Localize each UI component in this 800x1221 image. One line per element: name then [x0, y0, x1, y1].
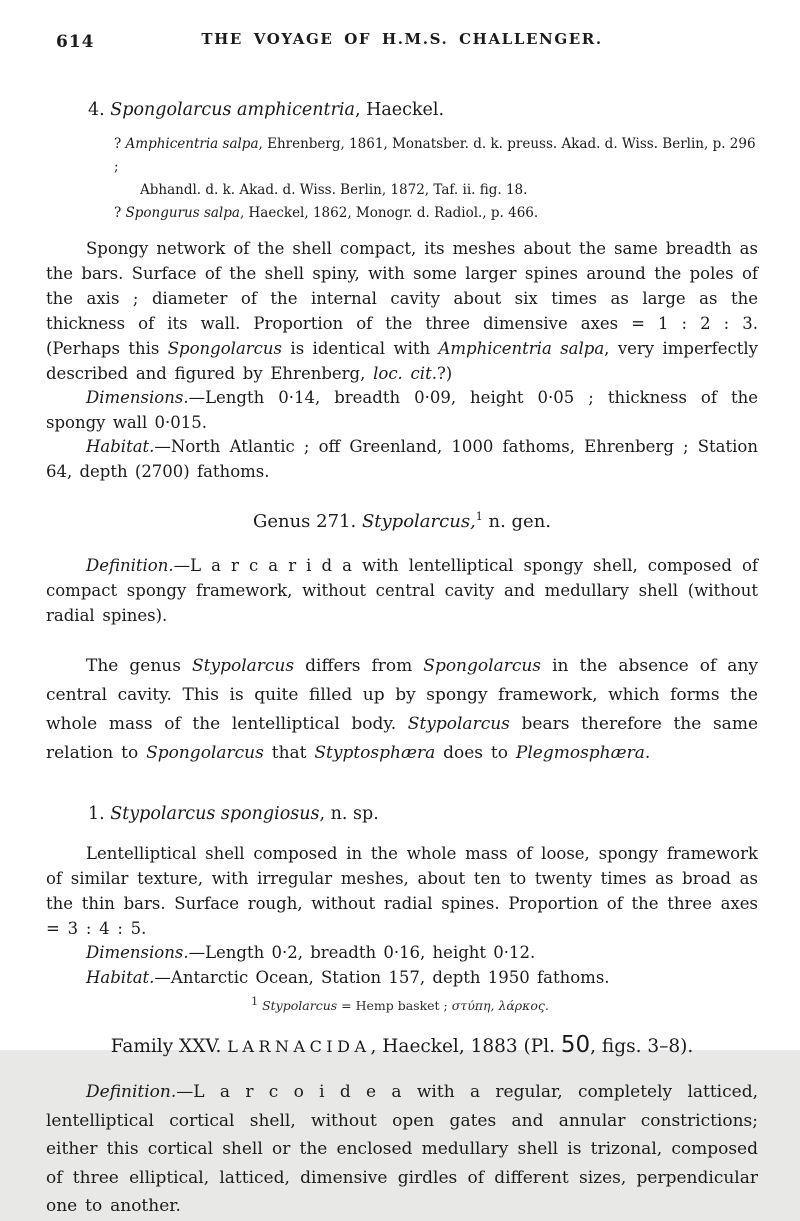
species-author: , Haeckel. [354, 100, 445, 120]
footnote [0, 994, 800, 1013]
dimensions-line-2 [46, 941, 758, 966]
genus-suffix: n. gen. [482, 511, 552, 532]
synonym-name: Spongurus salpa [125, 205, 240, 221]
family-figs: , figs. 3–8). [590, 1036, 694, 1057]
genus-name-mention: Stypolarcus [192, 656, 295, 676]
description-text: , very imperfectly described and figured by Ehrenberg, [46, 339, 758, 383]
discussion-text: does to [435, 743, 516, 763]
habitat-line [46, 435, 758, 484]
synonym-citation: Abhandl. d. k. Akad. d. Wiss. Berlin, 1872, Taf. ii. fig. 18. [140, 182, 528, 198]
definition-label: Definition. [86, 1082, 177, 1102]
genus-definition-paragraph [46, 553, 758, 628]
family-heading [46, 1032, 758, 1058]
genus-name-mention: Plegmosphæra [515, 743, 645, 763]
definition-label: Definition. [86, 556, 174, 575]
synonymy-line [114, 202, 758, 225]
discussion-text: . [644, 743, 651, 763]
family-name: LARNACIDA [227, 1037, 371, 1056]
synonymy-line [114, 133, 758, 179]
plate-number: 50 [560, 1032, 591, 1058]
species-name-mention: Amphicentria salpa [438, 339, 605, 358]
genus-name: Stypolarcus, [361, 511, 476, 532]
habitat-label: Habitat. [86, 967, 155, 987]
page-number: 614 [56, 32, 95, 52]
genus-discussion-paragraph [46, 652, 758, 768]
description-paragraph-2 [46, 841, 758, 941]
footnote-marker: 1 [475, 510, 483, 523]
synonym-name: Amphicentria salpa [125, 136, 259, 152]
loc-cit: loc. cit. [373, 364, 437, 383]
synonymy-query-mark: ? [114, 205, 126, 221]
habitat-line-2 [46, 966, 758, 991]
discussion-text: that [263, 743, 315, 763]
family-definition-paragraph [46, 1078, 758, 1221]
species-name: Stypolarcus spongiosus [110, 804, 320, 824]
species-heading-spongolarcus [88, 100, 758, 120]
discussion-text: in the absence of any central cavity. This is quite filled up by spongy framework, which forms the whole mass of the lentelliptical body. [46, 656, 758, 734]
description-paragraph [46, 236, 758, 386]
synonym-citation: , Haeckel, 1862, Monogr. d. Radiol., p. 466. [239, 205, 539, 221]
habitat-label: Habitat. [86, 437, 155, 456]
genus-name-mention: Stypolarcus [407, 714, 510, 734]
genus-heading [46, 511, 758, 532]
definition-text: —L a r c a r i d a with lentelliptical spongy shell, composed of compact spongy framework, without central cavity and medullary shell (without radial spines). [46, 556, 758, 625]
running-title: THE VOYAGE OF H.M.S. CHALLENGER. [201, 30, 603, 48]
habitat-values: —Antarctic Ocean, Station 157, depth 1950 fathoms. [154, 967, 610, 987]
genus-name-mention: Styptosphæra [314, 743, 436, 763]
page-header [46, 30, 758, 54]
dimensions-label: Dimensions. [86, 388, 189, 407]
family-number: Family XXV. [110, 1036, 228, 1057]
definition-text: —L a r c o i d e a with a regular, completely latticed, lentelliptical cortical shell, without open gates and annular constrictions; either this cortical shell or the enclosed medullary shell is trizonal, composed of three elliptical, latticed, dimensive girdles of different sizes, perpendicular one to another. [46, 1082, 758, 1216]
description-text: ?) [436, 364, 453, 383]
dimensions-values: —Length 0·14, breadth 0·09, height 0·05 ; thickness of the spongy wall 0·015. [46, 388, 758, 432]
species-number: 4. [88, 100, 111, 120]
description-text: is identical with [282, 339, 439, 358]
dimensions-label: Dimensions. [86, 943, 189, 962]
genus-name-mention: Spongolarcus [167, 339, 283, 358]
discussion-text: The genus [86, 656, 192, 676]
discussion-text: bears therefore the same relation to [46, 714, 759, 763]
synonymy-block [46, 133, 758, 225]
species-number: 1. [88, 804, 111, 824]
habitat-values: —North Atlantic ; off Greenland, 1000 fathoms, Ehrenberg ; Station 64, depth (2700) fathoms. [46, 437, 758, 481]
synonymy-line-continuation [140, 179, 758, 202]
species-suffix: , n. sp. [319, 804, 379, 824]
species-heading-spongiosus [88, 804, 758, 824]
footnote-greek: στύπη, λάρκος. [451, 998, 549, 1013]
genus-name-mention: Spongolarcus [423, 656, 542, 676]
synonymy-query-mark: ? [114, 136, 126, 152]
footnote-marker: 1 [251, 994, 259, 1008]
genus-name-mention: Spongolarcus [146, 743, 264, 763]
description-text: Spongy network of the shell compact, its meshes about the same breadth as the bars. Surface of the shell spiny, with some larger spines around the poles of the axis ; diameter of the internal cavity about six times as large as the thickness of its wall. Proportion of the three dimensive axes = 1 : 2 : 3. (Perhaps this [46, 239, 758, 358]
synonym-citation: , Ehrenberg, 1861, Monatsber. d. k. preuss. Akad. d. Wiss. Berlin, p. 296 ; [114, 136, 756, 175]
footnote-genus-name: Stypolarcus [258, 998, 338, 1013]
dimensions-line [46, 386, 758, 435]
family-citation: , Haeckel, 1883 (Pl. [370, 1036, 561, 1057]
discussion-text: differs from [294, 656, 424, 676]
description-text: Lentelliptical shell composed in the whole mass of loose, spongy framework of similar texture, with irregular meshes, about ten to twenty times as broad as the thin bars. Surface rough, without radial spines. Proportion of the three axes = 3 : 4 : 5. [46, 844, 758, 938]
genus-number: Genus 271. [252, 511, 362, 532]
species-name: Spongolarcus amphicentria [110, 100, 355, 120]
dimensions-values: —Length 0·2, breadth 0·16, height 0·12. [188, 943, 536, 962]
footnote-text: = Hemp basket ; [337, 998, 452, 1013]
